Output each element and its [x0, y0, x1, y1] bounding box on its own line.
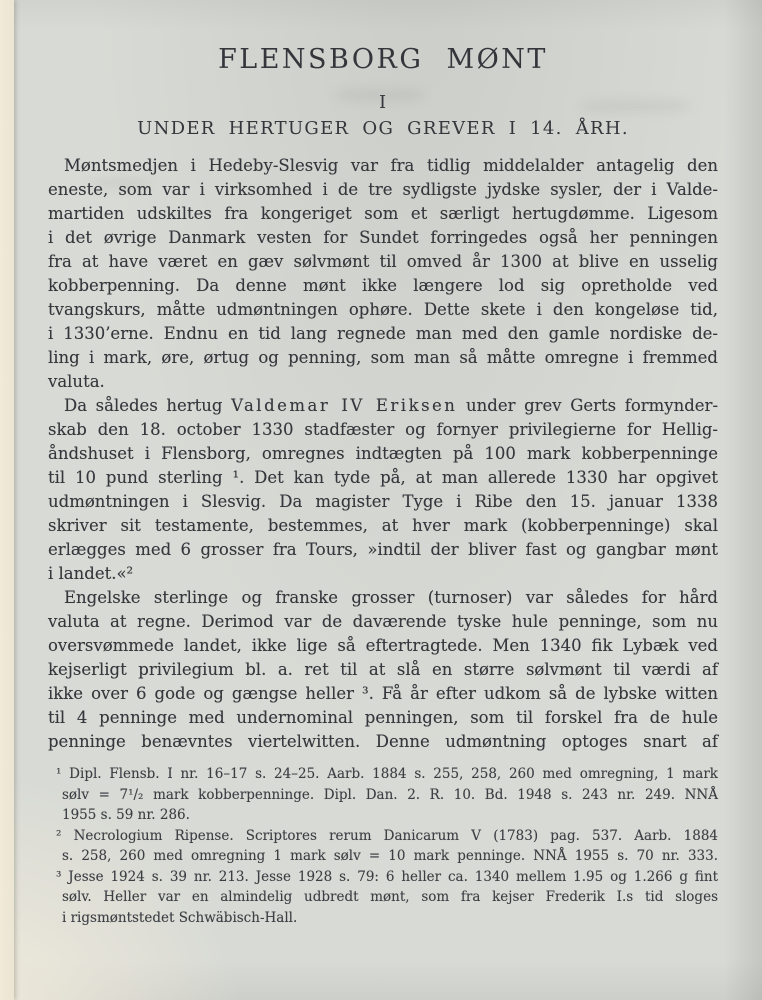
text-line: oversvømmede landet, ikke lige så eftertragtede. Men 1340 fik Lybæk ved	[48, 636, 718, 655]
paragraph-1	[48, 154, 718, 394]
text-line: i det øvrige Danmark vesten for Sundet forringedes også her penningen	[48, 228, 718, 247]
text-line: ikke over 6 gode og gængse heller ³. Få år efter udkom så de lybske witten	[48, 684, 718, 703]
line-text: Da således hertug	[64, 396, 223, 415]
section-heading: UNDER HERTUGER OG GREVER I 14. ÅRH.	[137, 118, 629, 139]
footnotes	[48, 764, 718, 928]
footnote-2	[56, 826, 718, 867]
text-line: i 1330’erne. Endnu en tid lang regnede man med den gamle nordiske de-	[48, 324, 718, 343]
text-line: ling i mark, øre, ørtug og penning, som man så måtte omregne i fremmed	[48, 348, 718, 367]
chapter-numeral: I	[378, 92, 388, 113]
paragraph-3	[48, 586, 718, 754]
text-line: valuta at regne. Derimod var de daværende tyske hule penninge, som nu	[48, 612, 718, 631]
body-text	[48, 154, 718, 754]
footnote-line: ³ Jesse 1924 s. 39 nr. 213. Jesse 1928 s. 79: 6 heller ca. 1340 mellem 1.95 og 1.266 g fint	[56, 868, 718, 885]
person-name-spaced: Valdemar IV Eriksen	[231, 396, 458, 415]
text-line: eneste, som var i virksomhed i de tre sydligste jydske sysler, der i Valde-	[48, 180, 718, 199]
text-line: udmøntningen i Slesvig. Da magister Tyge i Ribe den 15. januar 1338	[48, 492, 718, 511]
text-line: skab den 18. october 1330 stadfæster og fornyer privilegierne for Hellig-	[48, 420, 718, 439]
page-content	[48, 0, 718, 928]
text-line: til 10 pund sterling ¹. Det kan tyde på, at man allerede 1330 har opgivet	[48, 468, 718, 487]
text-line: kejserligt privilegium bl. a. ret til at slå en større sølvmønt til værdi af	[48, 660, 718, 679]
text-line: i landet.«²	[48, 564, 134, 583]
footnote-line: sølv = 7¹/₂ mark kobberpenninge. Dipl. Dan. 2. R. 10. Bd. 1948 s. 243 nr. 249. NNÅ	[62, 786, 718, 803]
footnote-3	[56, 867, 718, 929]
text-line: åndshuset i Flensborg, omregnes indtægten på 100 mark kobberpenninge	[48, 444, 718, 463]
text-line: penninge benævntes viertelwitten. Denne udmøntning optoges snart af	[48, 732, 718, 751]
text-line: martiden udskiltes fra kongeriget som et særligt hertugdømme. Ligesom	[48, 204, 718, 223]
text-line: Møntsmedjen i Hedeby-Slesvig var fra tidlig middelalder antagelig den	[64, 156, 718, 175]
text-line	[48, 394, 718, 418]
text-line: valuta.	[48, 372, 105, 391]
text-line: tvangskurs, måtte udmøntningen ophøre. Dette skete i den kongeløse tid,	[48, 300, 718, 319]
text-line: kobberpenning. Da denne mønt ikke længere lod sig opretholde ved	[48, 276, 718, 295]
footnote-1	[56, 764, 718, 826]
footnote-line: s. 258, 260 med omregning 1 mark sølv = 10 mark penninge. NNÅ 1955 s. 70 nr. 333.	[62, 848, 718, 864]
text-line: skriver sit testamente, bestemmes, at hver mark (kobberpenninge) skal	[48, 516, 718, 535]
footnote-line: ¹ Dipl. Flensb. I nr. 16–17 s. 24–25. Aarb. 1884 s. 255, 258, 260 med omregning, 1 mark	[56, 766, 718, 782]
paragraph-2	[48, 394, 718, 586]
footnote-line: i rigsmøntstedet Schwäbisch-Hall.	[62, 909, 298, 926]
page-gutter-edge	[0, 0, 14, 1000]
footnote-line: ² Necrologium Ripense. Scriptores rerum Danicarum V (1783) pag. 537. Aarb. 1884	[56, 827, 718, 844]
footnote-line: sølv. Heller var en almindelig udbredt mønt, som fra kejser Frederik I.s tid sloges	[62, 889, 718, 905]
text-line: erlægges med 6 grosser fra Tours, »indtil der bliver fast og gangbar mønt	[48, 540, 718, 559]
footnote-line: 1955 s. 59 nr. 286.	[62, 807, 190, 823]
page-title: FLENSBORG MØNT	[218, 44, 548, 75]
text-line: Engelske sterlinge og franske grosser (turnoser) var således for hård	[64, 588, 718, 607]
text-line: fra at have været en gæv sølvmønt til omved år 1300 at blive en usselig	[48, 252, 718, 271]
text-line: til 4 penninge med undernominal penningen, som til forskel fra de hule	[48, 708, 718, 727]
line-text: under grev Gerts formynder-	[466, 396, 719, 415]
